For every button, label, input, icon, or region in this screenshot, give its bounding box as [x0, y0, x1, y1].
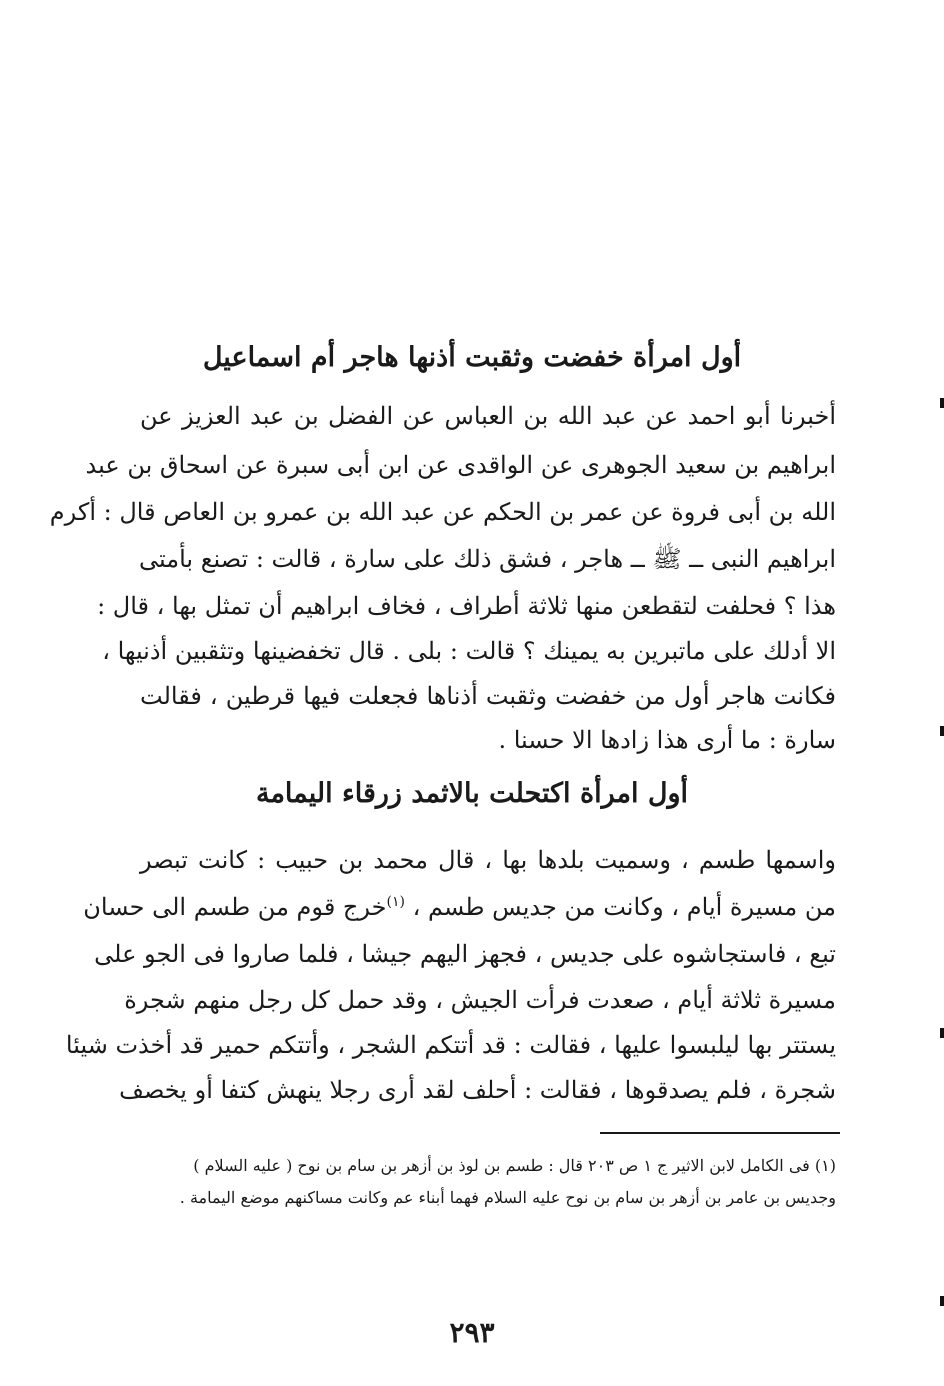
section-title-hagar: أول امرأة خفضت وثقبت أذنها هاجر أم اسماعيل	[202, 342, 742, 373]
text-line: الا أدلك على ماتبرين به يمينك ؟ قالت : بلى . قال تخفضينها وتثقبين أذنيها ،	[102, 637, 836, 665]
footnote-line: (١) فى الكامل لابن الاثير ج ١ ص ٢٠٣ قال : طسم بن لوذ بن أزهر بن سام بن نوح ( عليه السلام )	[193, 1156, 836, 1175]
text-line: يستتر بها ليلبسوا عليها ، فقالت : قد أتتكم الشجر ، وأتتكم حمير قد أخذت شيئا	[65, 1031, 836, 1059]
margin-mark	[940, 1296, 944, 1306]
text-segment: خرج قوم من طسم الى حسان	[83, 893, 387, 921]
margin-mark	[940, 1028, 944, 1038]
text-line: ابراهيم النبى ــ ﷺ ــ هاجر ، فشق ذلك على سارة ، قالت : تصنع بأمتى	[138, 545, 836, 573]
text-line: مسيرة ثلاثة أيام ، صعدت فرأت الجيش ، وقد حمل كل رجل منهم شجرة	[124, 986, 836, 1014]
text-segment: من مسيرة أيام ، وكانت من جديس طسم ،	[412, 893, 836, 921]
footnote-reference: (١)	[386, 894, 405, 910]
text-line: واسمها طسم ، وسميت بلدها بها ، قال محمد بن حبيب : كانت تبصر	[140, 846, 836, 874]
text-line: سارة : ما أرى هذا زادها الا حسنا .	[498, 726, 836, 754]
text-line: الله بن أبى فروة عن عمر بن الحكم عن عبد الله بن عمرو بن العاص قال : أكرم	[49, 498, 836, 526]
text-line: هذا ؟ فحلفت لتقطعن منها ثلاثة أطراف ، فخاف ابراهيم أن تمثل بها ، قال :	[97, 592, 836, 620]
text-line	[83, 893, 836, 921]
section-title-zarqa: أول امرأة اكتحلت بالاثمد زرقاء اليمامة	[255, 778, 689, 809]
margin-mark	[940, 726, 944, 736]
text-line: ابراهيم بن سعيد الجوهرى عن الواقدى عن ابن أبى سبرة عن اسحاق بن عبد	[85, 451, 836, 479]
page-number: ٢٩٣	[449, 1316, 495, 1349]
margin-mark	[940, 398, 944, 408]
text-line: شجرة ، فلم يصدقوها ، فقالت : أحلف لقد أرى رجلا ينهش كتفا أو يخصف	[119, 1076, 836, 1104]
text-line: تبع ، فاستجاشوه على جديس ، فجهز اليهم جيشا ، فلما صاروا فى الجو على	[94, 940, 836, 968]
footnote-line: وجديس بن عامر بن أزهر بن سام بن نوح عليه السلام فهما أبناء عم وكانت مساكنهم موضع اليمامة .	[179, 1188, 836, 1207]
text-line: فكانت هاجر أول من خفضت وثقبت أذناها فجعلت فيها قرطين ، فقالت	[140, 682, 836, 710]
footnote-separator	[600, 1132, 840, 1134]
text-line: أخبرنا أبو احمد عن عبد الله بن العباس عن الفضل بن عبد العزيز عن	[140, 402, 836, 430]
